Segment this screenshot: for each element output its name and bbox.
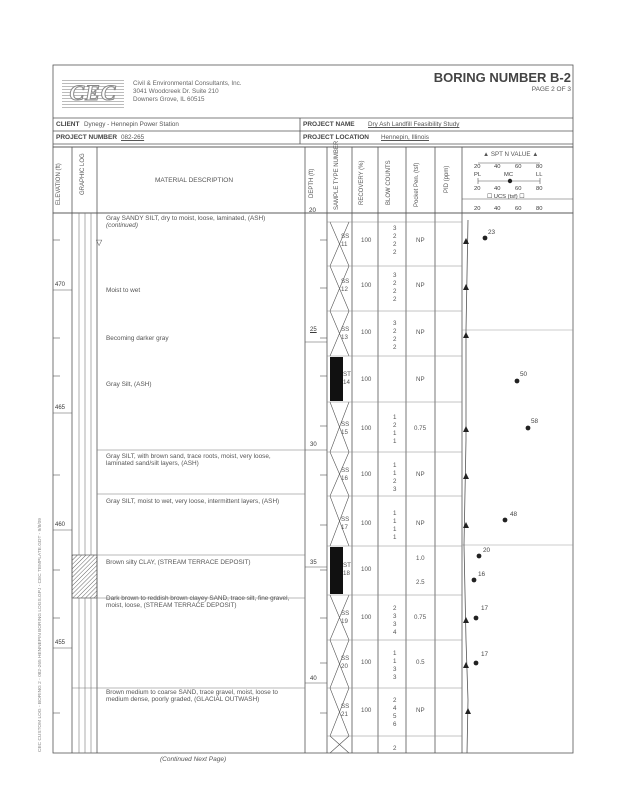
material-3: Becoming darker gray [106, 335, 169, 342]
ucs-tick-3: 60 [515, 206, 522, 212]
project-location-value: Hennepin, Illinois [381, 134, 429, 141]
sample-15-num: 15 [341, 429, 348, 436]
sample-19-blow-3: 3 [393, 621, 397, 628]
elevation-455: 455 [55, 640, 66, 646]
sample-15-pocket-pen: 0.75 [414, 425, 427, 432]
elevation-460: 460 [55, 522, 66, 528]
ucs-tick-1: 20 [474, 206, 481, 212]
bottom-blow-count: 2 [393, 745, 397, 752]
project-name-value: Dry Ash Landfill Feasibility Study [368, 121, 460, 128]
mc-point-58 [526, 426, 531, 431]
sample-13-num: 13 [341, 334, 348, 341]
sample-19-recovery: 100 [361, 614, 372, 621]
sample-17-blow-4: 1 [393, 534, 397, 541]
sample-16-blow-1: 1 [393, 462, 397, 469]
sample-19-blow-2: 3 [393, 613, 397, 620]
ucs-label: ☐ UCS (tsf) ☐ [487, 194, 525, 200]
sample-16-blow-3: 2 [393, 478, 397, 485]
sample-17-num: 17 [341, 524, 348, 531]
sample-20-blow-4: 3 [393, 674, 397, 681]
spt-title: ▲ SPT N VALUE ▲ [483, 151, 539, 158]
material-1: Gray SANDY SILT, dry to moist, loose, laminated, (ASH) (continued) [106, 215, 266, 230]
mc-tick-4: 80 [536, 186, 543, 192]
sample-17-type: SS [341, 516, 350, 523]
sample-15-blow-2: 2 [393, 422, 397, 429]
cec-logo: CEC [62, 78, 124, 108]
material-6: Gray SILT, moist to wet, very loose, intermittent layers, (ASH) [106, 498, 280, 505]
sample-14-num: 14 [343, 379, 350, 386]
ucs-tick-2: 40 [494, 206, 501, 212]
sample-12-blow-1: 3 [393, 272, 397, 279]
company-name: Civil & Environmental Consultants, Inc. [133, 80, 242, 87]
sample-17-pocket-pen: NP [416, 520, 425, 527]
sample-11-pocket-pen: NP [416, 237, 425, 244]
sample-18-pocket-pen: 1.0 [416, 555, 425, 562]
col-recovery: RECOVERY (%) [359, 160, 365, 205]
depth-30: 30 [310, 442, 317, 448]
sample-12-blow-4: 2 [393, 296, 397, 303]
spt-tick-1: 20 [474, 164, 481, 170]
sample-12-num: 12 [341, 286, 348, 293]
sample-13-blow-1: 3 [393, 320, 397, 327]
mc-point-50 [515, 379, 520, 384]
project-number-label: PROJECT NUMBER [56, 134, 118, 141]
sample-13-pocket-pen: NP [416, 329, 425, 336]
project-number-value: 082-265 [121, 134, 145, 141]
sample-20-blow-2: 1 [393, 658, 397, 665]
sample-20-recovery: 100 [361, 659, 372, 666]
col-sample-type: SAMPLE TYPE NUMBER [334, 140, 340, 210]
sample-17-blow-3: 1 [393, 526, 397, 533]
col-depth: DEPTH (ft) [309, 168, 315, 198]
sample-11-blow-2: 2 [393, 233, 397, 240]
sample-15-blow-3: 1 [393, 430, 397, 437]
side-footer-text: CEC CUSTOM LOG - BORING 2 - 082-265 HENNEPIN BORING LOGS.GPJ - CEC TEMPLATE.GDT - 9/8/09 [38, 518, 43, 752]
spt-tick-3: 60 [515, 164, 522, 170]
sample-12-recovery: 100 [361, 282, 372, 289]
sample-21-blow-2: 4 [393, 705, 397, 712]
sample-17-blow-1: 1 [393, 510, 397, 517]
sample-21-pocket-pen: NP [416, 707, 425, 714]
sample-19-blow-1: 2 [393, 605, 397, 612]
sample-20-pocket-pen: 0.5 [416, 659, 425, 666]
sample-16-blow-2: 1 [393, 470, 397, 477]
sample-16-type: SS [341, 467, 350, 474]
boring-title: BORING NUMBER B-2 [433, 70, 571, 85]
company-address: 3041 Woodcreek Dr. Suite 210 [133, 88, 219, 95]
sample-15-recovery: 100 [361, 425, 372, 432]
sample-20-nvalue: 17 [481, 651, 489, 658]
col-elevation: ELEVATION (ft) [56, 163, 62, 205]
spt-tick-2: 40 [494, 164, 501, 170]
start-depth: 20 [309, 207, 316, 214]
depth-40: 40 [310, 676, 317, 682]
material-8: Dark brown to reddish brown clayey SAND, trace silt, fine gravel, moist, loose, (STREAM TERRACE DEPOSIT) [106, 595, 290, 610]
client-value: Dynegy - Hennepin Power Station [84, 121, 179, 128]
sample-17-recovery: 100 [361, 520, 372, 527]
sample-19-blow-4: 4 [393, 629, 397, 636]
sample-18-nvalue-2: 16 [478, 571, 486, 578]
sample-18-nvalue: 20 [483, 547, 491, 554]
sample-21-type: SS [341, 703, 350, 710]
sample-12-blow-3: 2 [393, 288, 397, 295]
col-blow-counts: BLOW COUNTS [386, 160, 392, 205]
col-pid: PID (ppm) [444, 165, 450, 193]
ll-label: LL [536, 172, 543, 178]
sample-18-pocket-pen-2: 2.5 [416, 579, 425, 586]
elevation-470: 470 [55, 282, 66, 288]
mc-tick-1: 20 [474, 186, 481, 192]
sample-20-blow-3: 3 [393, 666, 397, 673]
sample-21-recovery: 100 [361, 707, 372, 714]
sample-13-recovery: 100 [361, 329, 372, 336]
sample-19-pocket-pen: 0.75 [414, 614, 427, 621]
sample-13-blow-4: 2 [393, 344, 397, 351]
sample-17-nvalue: 48 [510, 511, 518, 518]
client-label: CLIENT [56, 121, 80, 128]
spt-tick-4: 80 [536, 164, 543, 170]
sample-21-blow-4: 6 [393, 721, 397, 728]
sample-15-type: SS [341, 421, 350, 428]
sample-21-num: 21 [341, 711, 348, 718]
sample-14-pocket-pen: NP [416, 376, 425, 383]
sample-19-type: SS [341, 610, 350, 617]
col-pocket-pen: Pocket Pen. (tsf) [414, 162, 420, 207]
sample-11-recovery: 100 [361, 237, 372, 244]
elevation-465: 465 [55, 405, 66, 411]
sample-12-type: SS [341, 278, 350, 285]
sample-15-blow-4: 1 [393, 438, 397, 445]
mc-tick-3: 60 [515, 186, 522, 192]
water-level-icon: ▽ [96, 238, 103, 247]
col-material: MATERIAL DESCRIPTION [155, 177, 234, 184]
project-location-label: PROJECT LOCATION [303, 134, 369, 141]
sample-14-recovery: 100 [361, 376, 372, 383]
sample-11-blow-1: 3 [393, 225, 397, 232]
material-9: Brown medium to coarse SAND, trace gravel, moist, loose to medium dense, poorly graded, (GLACIAL OUTWASH) [106, 689, 278, 704]
sample-20-num: 20 [341, 663, 348, 670]
depth-35: 35 [310, 560, 317, 566]
sample-17-blow-2: 1 [393, 518, 397, 525]
sample-19-nvalue: 17 [481, 605, 489, 612]
sample-13-blow-3: 2 [393, 336, 397, 343]
sample-21-blow-3: 5 [393, 713, 397, 720]
sample-20-type: SS [341, 655, 350, 662]
sample-14-type: ST [343, 371, 351, 378]
sample-20-blow-1: 1 [393, 650, 397, 657]
ucs-tick-4: 80 [536, 206, 543, 212]
sample-12-pocket-pen: NP [416, 282, 425, 289]
sample-16-recovery: 100 [361, 471, 372, 478]
mc-point-17b [474, 661, 479, 666]
sample-13-type: SS [341, 326, 350, 333]
material-7: Brown silty CLAY, (STREAM TERRACE DEPOSIT) [106, 559, 251, 566]
sample-16-num: 16 [341, 475, 348, 482]
sample-18-type: ST [343, 562, 351, 569]
depth-25: 25 [310, 327, 317, 333]
material-4: Gray Silt, (ASH) [106, 381, 152, 388]
sample-15-nvalue: 58 [531, 418, 539, 425]
sample-13-blow-2: 2 [393, 328, 397, 335]
sample-11-num: 11 [341, 241, 348, 248]
sample-21-blow-1: 2 [393, 697, 397, 704]
sample-19-num: 19 [341, 618, 348, 625]
sample-16-blow-4: 3 [393, 486, 397, 493]
project-name-label: PROJECT NAME [303, 121, 355, 128]
sample-12-blow-2: 2 [393, 280, 397, 287]
sample-16-pocket-pen: NP [416, 471, 425, 478]
sample-11-blow-4: 2 [393, 249, 397, 256]
sample-15-blow-1: 1 [393, 414, 397, 421]
mc-label: MC [504, 172, 514, 178]
mc-point-20 [477, 554, 482, 559]
page-label: PAGE 2 OF 3 [531, 86, 571, 93]
sample-18-recovery: 100 [361, 566, 372, 573]
material-5: Gray SILT, with brown sand, trace roots, moist, very loose, laminated sand/silt layers, (ASH) [106, 453, 271, 468]
material-2: Moist to wet [106, 287, 141, 294]
sample-14-nvalue: 50 [520, 371, 528, 378]
pl-label: PL [474, 172, 482, 178]
sample-11-type: SS [341, 233, 350, 240]
company-city: Downers Grove, IL 60515 [133, 96, 205, 103]
sample-18-num: 18 [343, 570, 350, 577]
mc-point-16 [472, 578, 477, 583]
continued-label: (Continued Next Page) [160, 756, 227, 763]
mc-point-23 [483, 236, 488, 241]
col-graphic-log: GRAPHIC LOG [80, 153, 86, 195]
mc-point-48 [503, 518, 508, 523]
mc-tick-2: 40 [494, 186, 501, 192]
mc-point-17a [474, 616, 479, 621]
sample-11-blow-3: 2 [393, 241, 397, 248]
sample-11-nvalue: 23 [488, 229, 496, 236]
